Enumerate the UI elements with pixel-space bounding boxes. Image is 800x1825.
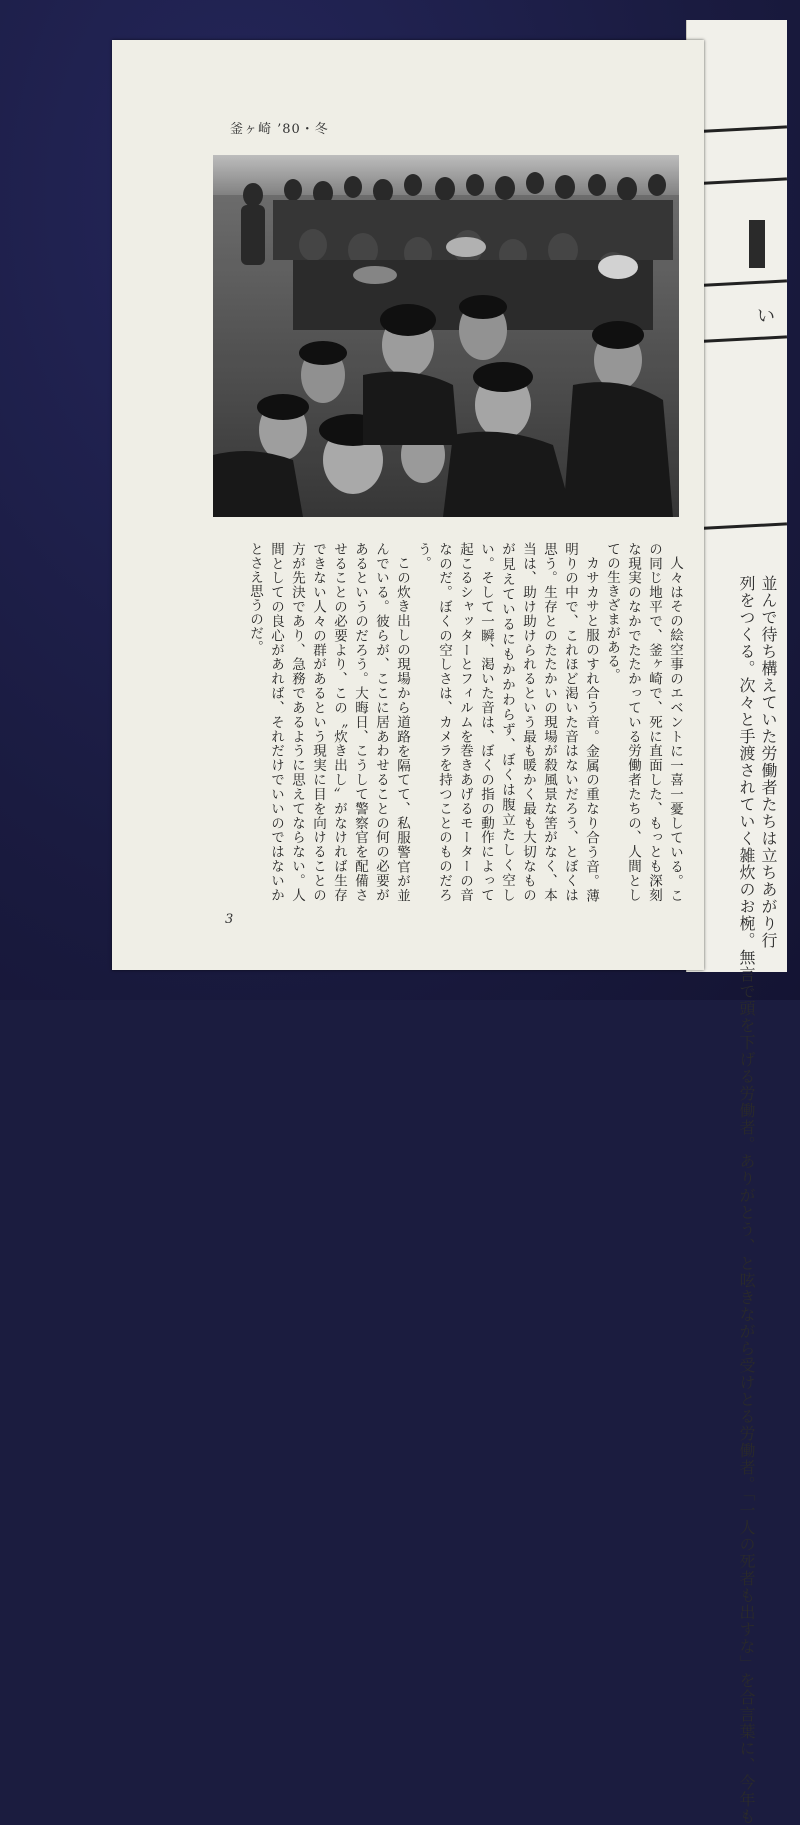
article-body [210, 542, 685, 902]
heading-glyph-mark [749, 220, 765, 268]
facing-page-text [735, 575, 779, 1825]
paragraph: カサカサと服のすれ合う音。金属の重なり合う音。薄明りの中で、これほど渇いた音はないだろう、とぼくは思う。生存とのたたかいの現場が殺風景な筈がなく、本当は、助け助けられるという最も暖かく最も大切なものが見えているにもかかわらず、ぼくは腹立たしく空しい。そして一瞬、渇いた音は、ぼくの指の動作によって起こるシャッターとフィルムを巻きあげるモーターの音なのだ。ぼくの空しさは、カメラを持つことのものだろう。 [415, 542, 599, 903]
paragraph: この炊き出しの現場から道路を隔てて、私服警官が並んでいる。彼らが、ここに居あわせることの何の必要があるというのだろう。大晦日、こうして警察官を配備させることの必要より、この〝炊き出し〟がなければ生存できない人々の群があるという現実に目を向けることの方が先決であり、急務であるように思えてならない。人間としての良心があれば、それだけでいいのではないかとさえ思うのだ。 [247, 542, 410, 902]
running-head: 釜ヶ崎 ’80・冬 [230, 122, 329, 137]
paragraph: 人々はその絵空事のエベントに一喜一憂している。この同じ地平で、釜ヶ崎で、死に直面した、もっとも深刻な現実のなかでたたかっている労働者たちの、人間としての生きざまがある。 [604, 542, 683, 902]
heading-glyph: い [757, 306, 775, 327]
page-number: 3 [225, 912, 234, 927]
facing-page-upper-text: 並んで待ち構えていた労働者たちは立ちあがり行 [759, 575, 778, 949]
crowd-photograph [213, 155, 679, 517]
facing-page-column-text: 列をつくる。次々と手渡されていく雑炊のお椀。無言で頭を下げる労働者。ありがとう、と呟きながら受けとる労働者。「一人の死者も出すな」を合言葉に、今年も [737, 575, 756, 1825]
crowd-photo-illustration [213, 155, 679, 517]
